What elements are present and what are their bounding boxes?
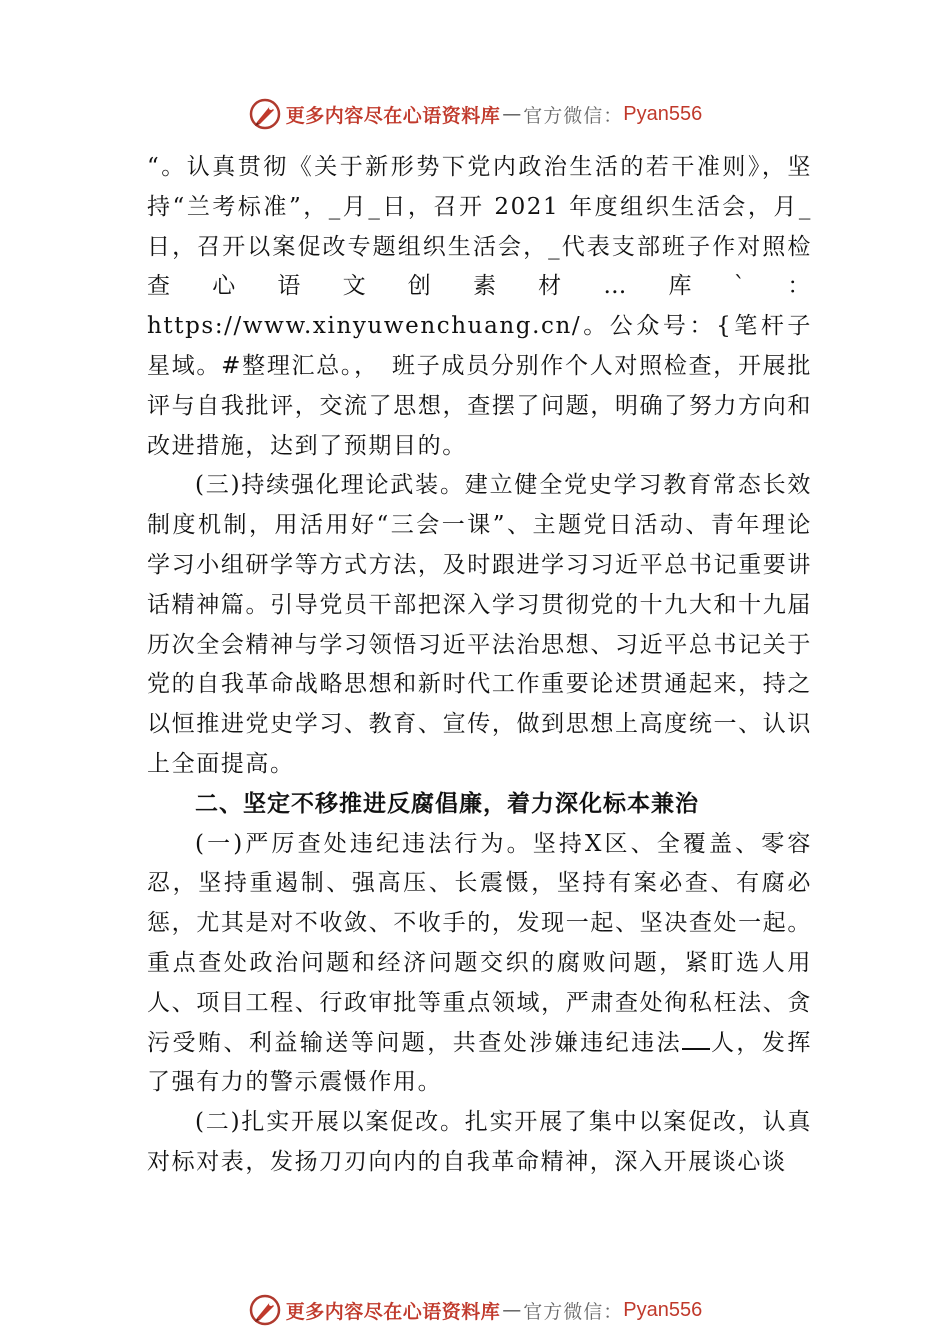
paragraph-3-text-a: (一)严厉查处违纪违法行为。坚持X区、全覆盖、零容忍，坚持重遏制、强高压、长震慑，坚持有案必查、有腐必惩，尤其是对不收敛、不收手的，发现一起、坚决查处一起。重点查处政治问题和经济问题交织的腐败问题，紧盯选人用人、项目工程、行政审批等重点领域，严肃查处徇私枉法、贪污受贿、利益输送等问题，共查处涉嫌违纪违法: [147, 830, 812, 1056]
paragraph-3-text-b: 人，发挥了强有力的警示震慑作用。: [147, 1029, 812, 1096]
paragraph-3: [147, 825, 812, 1104]
watermark-title: 更多内容尽在心语资料库: [285, 104, 501, 127]
paragraph-4: (二)扎实开展以案促改。扎实开展了集中以案促改，认真对标对表，发扬刀刃向内的自我革命精神，深入开展谈心谈: [147, 1109, 812, 1175]
header-watermark: [0, 94, 950, 134]
blank-underline: [682, 1026, 710, 1050]
watermark-title: 更多内容尽在心语资料库: [285, 1300, 501, 1323]
watermark-id: Pyan556: [623, 102, 703, 125]
section-heading-2: 二、坚定不移推进反腐倡廉，着力深化标本兼治: [195, 790, 699, 817]
watermark-dash: —: [502, 1299, 522, 1321]
paragraph-1: “。认真贯彻《关于新形势下党内政治生活的若干准则》，坚持“兰考标准”，_月_日，召开 2021 年度组织生活会，月_日，召开以案促改专题组织生活会，_代表支部班子作对照检查心语文创素材…库`：https://www.xinyuwenchuang.cn/。公众号：{笔杆子星域。#整理汇总。， 班子成员分别作个人对照检查，开展批评与自我批评，交流了思想，查摆了问题，明确了努力方向和改进措施，达到了预期目的。: [147, 154, 812, 459]
paragraph-2: (三)持续强化理论武装。建立健全党史学习教育常态长效制度机制，用活用好“三会一课”、主题党日活动、青年理论学习小组研学等方式方法，及时跟进学习习近平总书记重要讲话精神篇。引导党员干部把深入学习贯彻党的十九大和十九届历次全会精神与学习领悟习近平法治思想、习近平总书记关于党的自我革命战略思想和新时代工作重要论述贯通起来，持之以恒推进党史学习、教育、宣传，做到思想上高度统一、认识上全面提高。: [147, 472, 812, 777]
pen-nib-logo-icon: [248, 97, 282, 131]
footer-watermark: [0, 1290, 950, 1330]
document-body: [147, 148, 812, 1183]
watermark-label: 官方微信：: [523, 104, 624, 127]
watermark-dash: —: [502, 103, 522, 125]
watermark-label: 官方微信：: [523, 1300, 624, 1323]
watermark-id: Pyan556: [623, 1298, 703, 1321]
pen-nib-logo-icon: [248, 1293, 282, 1327]
